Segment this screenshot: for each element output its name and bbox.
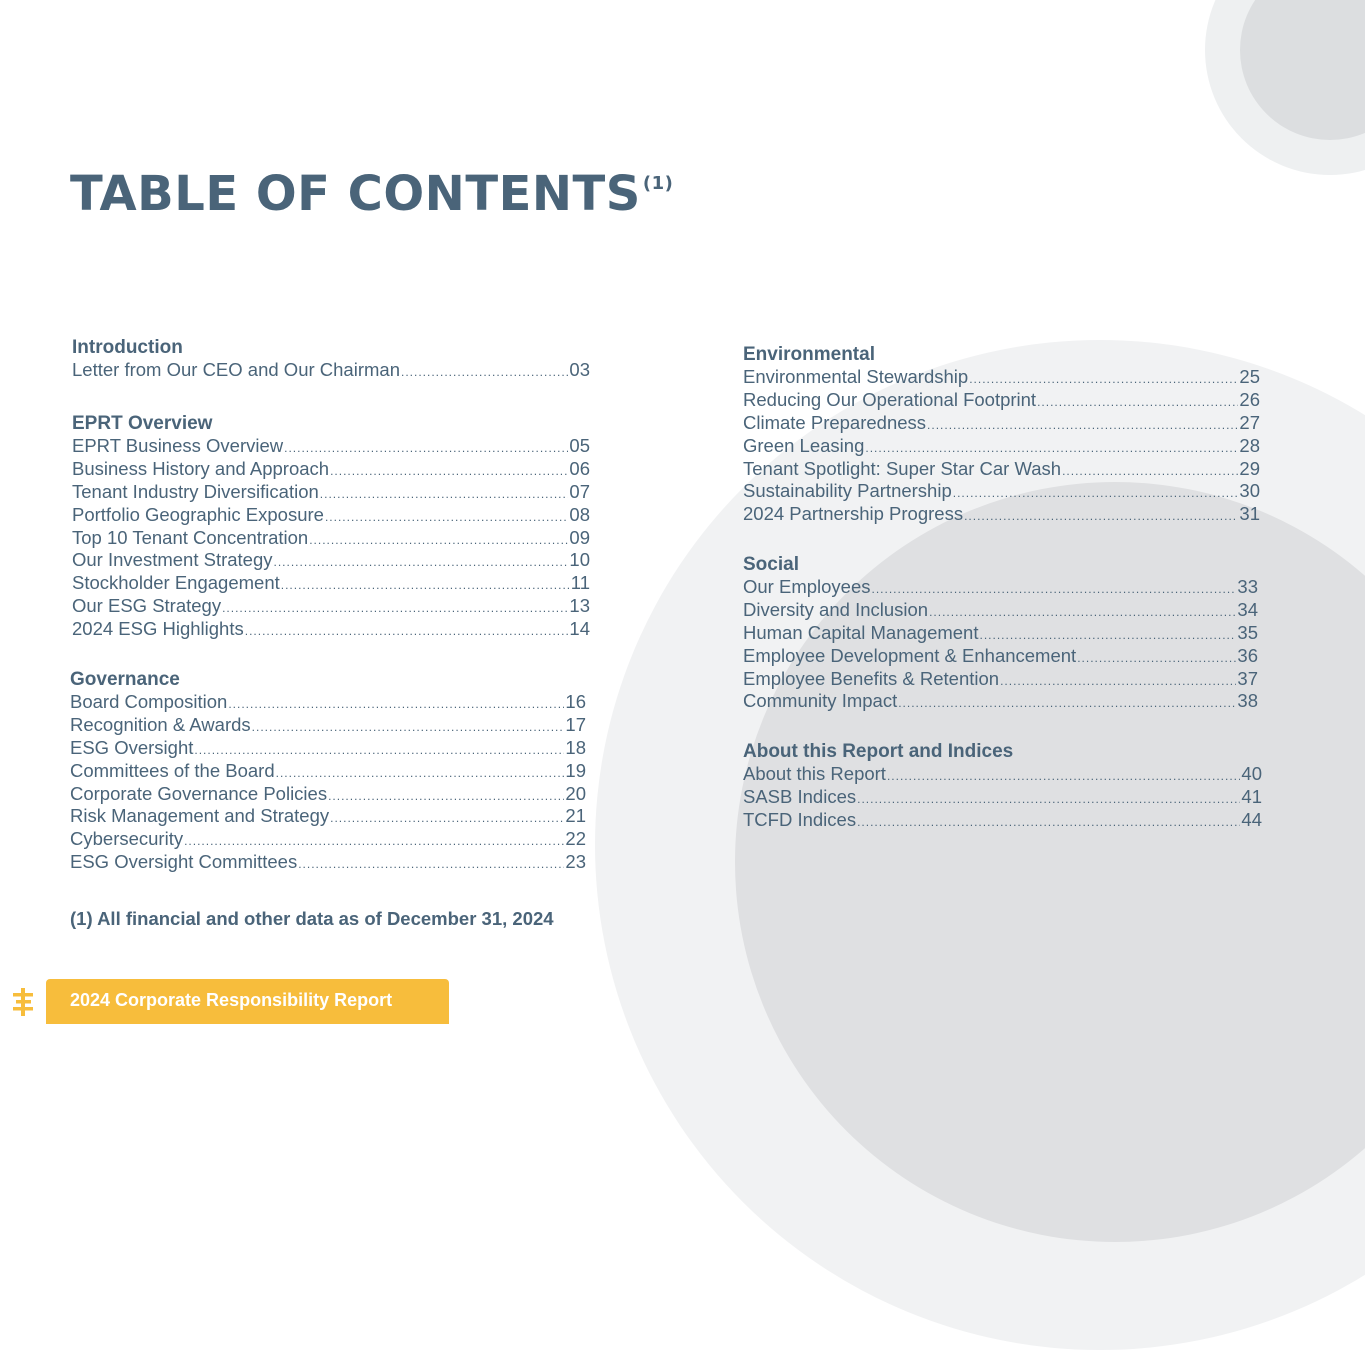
toc-entry-label: Sustainability Partnership bbox=[743, 480, 952, 502]
dot-leader bbox=[328, 785, 564, 808]
dot-leader bbox=[281, 574, 570, 597]
page-title bbox=[70, 166, 673, 222]
toc-entry[interactable] bbox=[70, 805, 586, 828]
section-heading: Social bbox=[743, 554, 799, 575]
dot-leader bbox=[252, 716, 565, 739]
dot-leader bbox=[245, 620, 569, 643]
toc-entry-label: Tenant Industry Diversification bbox=[72, 480, 319, 502]
toc-entry-label: Committees of the Board bbox=[70, 759, 275, 781]
toc-entry[interactable] bbox=[743, 503, 1260, 526]
toc-entry-label: 2024 ESG Highlights bbox=[72, 618, 244, 640]
toc-entry-label: 2024 Partnership Progress bbox=[743, 503, 964, 525]
dot-leader bbox=[898, 692, 1236, 715]
toc-entry-page: 08 bbox=[569, 503, 590, 525]
toc-entry-page: 14 bbox=[569, 618, 590, 640]
dot-leader bbox=[1062, 460, 1238, 483]
toc-entry-label: Employee Benefits & Retention bbox=[743, 667, 1000, 689]
toc-entry[interactable] bbox=[72, 359, 590, 382]
dot-leader bbox=[276, 762, 565, 785]
toc-entry-label: Our Employees bbox=[743, 576, 871, 597]
toc-entry-label: Environmental Stewardship bbox=[743, 366, 969, 387]
toc-entry-page: 28 bbox=[1239, 434, 1260, 456]
dot-leader bbox=[964, 505, 1238, 528]
dot-leader bbox=[274, 551, 569, 574]
toc-section-about bbox=[743, 741, 1262, 832]
toc-entry-page: 10 bbox=[569, 549, 590, 571]
toc-entry[interactable] bbox=[70, 828, 586, 851]
dot-leader bbox=[1037, 391, 1238, 414]
toc-entry-label: Portfolio Geographic Exposure bbox=[72, 503, 324, 525]
toc-entry[interactable] bbox=[70, 783, 586, 806]
toc-entry[interactable] bbox=[743, 809, 1262, 832]
toc-section-introduction bbox=[72, 337, 590, 382]
toc-entry-label: Climate Preparedness bbox=[743, 411, 927, 433]
toc-entry-label: ESG Oversight bbox=[70, 736, 194, 758]
toc-entry[interactable] bbox=[743, 412, 1260, 435]
toc-entry-page: 40 bbox=[1241, 763, 1262, 784]
dot-leader bbox=[872, 578, 1237, 601]
dot-leader bbox=[320, 483, 569, 506]
toc-entry[interactable] bbox=[72, 618, 590, 641]
toc-entry-page: 03 bbox=[569, 359, 590, 380]
toc-entry-label: ESG Oversight Committees bbox=[70, 851, 298, 873]
section-heading: EPRT Overview bbox=[72, 413, 213, 434]
toc-entry-label: Corporate Governance Policies bbox=[70, 782, 328, 804]
toc-entry[interactable] bbox=[743, 668, 1258, 691]
toc-entry-page: 09 bbox=[569, 526, 590, 548]
dot-leader bbox=[887, 765, 1240, 788]
toc-entry-label: Reducing Our Operational Footprint bbox=[743, 388, 1037, 410]
dot-leader bbox=[325, 506, 568, 529]
section-heading: Environmental bbox=[743, 344, 875, 365]
section-heading: Governance bbox=[70, 669, 180, 690]
toc-entry[interactable] bbox=[70, 714, 586, 737]
toc-entry[interactable] bbox=[70, 691, 586, 714]
toc-entry-label: Recognition & Awards bbox=[70, 713, 251, 735]
toc-entry[interactable] bbox=[70, 851, 586, 874]
toc-entry[interactable] bbox=[70, 760, 586, 783]
toc-entry-page: 37 bbox=[1237, 667, 1258, 689]
dot-leader bbox=[857, 788, 1240, 811]
toc-entry-label: Business History and Approach bbox=[72, 457, 330, 479]
footnote: (1) All financial and other data as of December 31, 2024 bbox=[70, 908, 554, 929]
toc-entry[interactable] bbox=[743, 389, 1260, 412]
toc-entry-page: 22 bbox=[565, 828, 586, 850]
toc-entry[interactable] bbox=[743, 458, 1260, 481]
toc-entry-label: TCFD Indices bbox=[743, 808, 857, 830]
toc-entry[interactable] bbox=[743, 576, 1258, 599]
dot-leader bbox=[298, 853, 564, 876]
dot-leader bbox=[330, 807, 564, 830]
toc-entry[interactable] bbox=[743, 480, 1260, 503]
toc-entry-page: 36 bbox=[1237, 644, 1258, 666]
toc-entry-label: Our Investment Strategy bbox=[72, 549, 273, 571]
toc-entry[interactable] bbox=[72, 458, 590, 481]
toc-entry-page: 26 bbox=[1239, 388, 1260, 410]
toc-entry-page: 11 bbox=[570, 572, 590, 594]
toc-entry-page: 19 bbox=[565, 759, 586, 781]
page-title-text: TABLE OF CONTENTS bbox=[70, 166, 641, 222]
toc-section-eprt-overview bbox=[72, 413, 590, 641]
dot-leader bbox=[927, 414, 1238, 437]
toc-entry-label: SASB Indices bbox=[743, 785, 857, 807]
toc-section-environmental bbox=[743, 344, 1260, 526]
toc-entry[interactable] bbox=[743, 786, 1262, 809]
toc-entry-label: Employee Development & Enhancement bbox=[743, 644, 1077, 666]
toc-entry-page: 20 bbox=[565, 782, 586, 804]
toc-entry-label: Tenant Spotlight: Super Star Car Wash bbox=[743, 457, 1062, 479]
toc-entry-page: 34 bbox=[1237, 598, 1258, 620]
dot-leader bbox=[194, 739, 564, 762]
section-heading: About this Report and Indices bbox=[743, 741, 1014, 762]
toc-entry-label: About this Report bbox=[743, 763, 886, 784]
toc-entry-page: 21 bbox=[565, 805, 586, 827]
toc-entry[interactable] bbox=[72, 595, 590, 618]
dot-leader bbox=[980, 624, 1237, 647]
toc-entry-page: 17 bbox=[565, 713, 586, 735]
toc-entry-page: 16 bbox=[565, 691, 586, 712]
section-heading: Introduction bbox=[72, 337, 183, 358]
dot-leader bbox=[865, 437, 1238, 460]
dot-leader bbox=[953, 482, 1239, 505]
toc-entry[interactable] bbox=[72, 527, 590, 550]
toc-entry-page: 06 bbox=[569, 457, 590, 479]
toc-entry-label: Community Impact bbox=[743, 690, 898, 712]
toc-entry[interactable] bbox=[743, 622, 1258, 645]
report-footer-tab[interactable] bbox=[46, 979, 449, 1024]
toc-entry[interactable] bbox=[743, 435, 1260, 458]
toc-entry-page: 38 bbox=[1237, 690, 1258, 712]
toc-entry[interactable] bbox=[72, 549, 590, 572]
dot-leader bbox=[228, 693, 564, 716]
toc-entry-page: 23 bbox=[565, 851, 586, 873]
toc-entry[interactable] bbox=[72, 572, 590, 595]
toc-entry-label: Board Composition bbox=[70, 691, 228, 712]
dot-leader bbox=[929, 601, 1236, 624]
toc-section-governance bbox=[70, 669, 586, 874]
toc-entry[interactable] bbox=[743, 366, 1260, 389]
toc-entry-page: 29 bbox=[1239, 457, 1260, 479]
toc-entry-page: 07 bbox=[569, 480, 590, 502]
dot-leader bbox=[222, 597, 568, 620]
toc-entry-page: 27 bbox=[1239, 411, 1260, 433]
dot-leader bbox=[184, 830, 564, 853]
toc-entry[interactable] bbox=[743, 763, 1262, 786]
toc-section-social bbox=[743, 554, 1258, 713]
toc-entry-label: Our ESG Strategy bbox=[72, 595, 222, 617]
title-footnote-marker: (1) bbox=[642, 173, 674, 194]
toc-entry-label: Human Capital Management bbox=[743, 621, 979, 643]
dot-leader bbox=[309, 529, 568, 552]
toc-entry[interactable] bbox=[743, 599, 1258, 622]
dot-leader bbox=[1077, 647, 1236, 670]
toc-entry-label: Cybersecurity bbox=[70, 828, 184, 850]
toc-entry-label: Stockholder Engagement bbox=[72, 572, 280, 594]
toc-entry-label: EPRT Business Overview bbox=[72, 435, 284, 456]
toc-entry-page: 25 bbox=[1239, 366, 1260, 387]
dot-leader bbox=[401, 361, 568, 384]
toc-entry-page: 13 bbox=[569, 595, 590, 617]
toc-entry[interactable] bbox=[72, 435, 590, 458]
toc-entry[interactable] bbox=[743, 690, 1258, 713]
toc-entry-page: 18 bbox=[565, 736, 586, 758]
dot-leader bbox=[1000, 670, 1236, 693]
dot-leader bbox=[330, 460, 568, 483]
toc-entry[interactable] bbox=[72, 504, 590, 527]
toc-entry-page: 35 bbox=[1237, 621, 1258, 643]
toc-entry[interactable] bbox=[70, 737, 586, 760]
toc-entry-page: 30 bbox=[1239, 480, 1260, 502]
toc-entry-label: Letter from Our CEO and Our Chairman bbox=[72, 359, 400, 380]
toc-entry-label: Risk Management and Strategy bbox=[70, 805, 330, 827]
toc-entry-label: Top 10 Tenant Concentration bbox=[72, 526, 309, 548]
toc-entry[interactable] bbox=[72, 481, 590, 504]
toc-entry-label: Green Leasing bbox=[743, 434, 865, 456]
toc-entry-page: 05 bbox=[569, 435, 590, 456]
toc-entry-page: 33 bbox=[1237, 576, 1258, 597]
dot-leader bbox=[857, 811, 1240, 834]
report-footer-label: 2024 Corporate Responsibility Report bbox=[70, 990, 393, 1010]
toc-entry-label: Diversity and Inclusion bbox=[743, 598, 929, 620]
toc-entry-page: 31 bbox=[1239, 503, 1260, 525]
toc-entry-page: 44 bbox=[1241, 808, 1262, 830]
toc-entry[interactable] bbox=[743, 645, 1258, 668]
dot-leader bbox=[969, 368, 1238, 391]
eprt-logo-icon bbox=[12, 988, 34, 1016]
dot-leader bbox=[284, 437, 568, 460]
toc-entry-page: 41 bbox=[1241, 785, 1262, 807]
